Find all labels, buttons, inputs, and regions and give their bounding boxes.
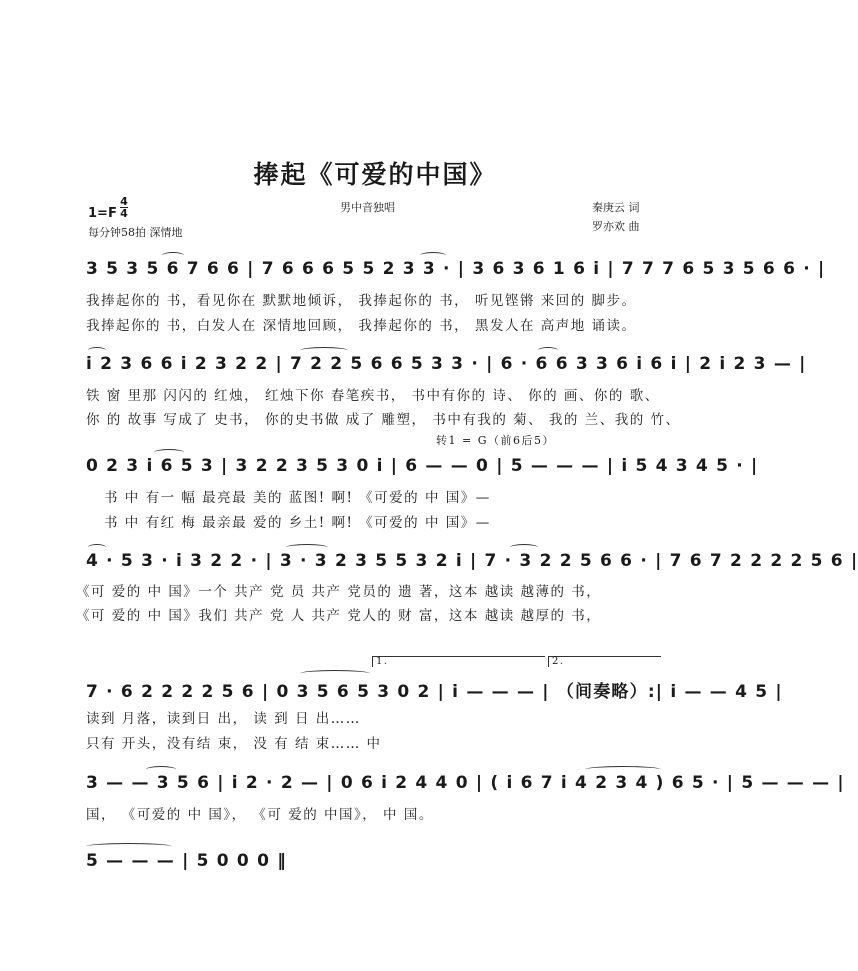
lyricist-credit: 秦庚云 词 (592, 201, 640, 214)
slur (420, 252, 446, 259)
slur (300, 347, 348, 354)
slur (146, 766, 176, 773)
notation-row-4: 4 · 5 3 · i 3 2 2 · | 3 · 3 2 3 5 5 3 2 i | 7 · 3 2 2 5 6 6 · | 7 6 7 2 2 2 2 5 6 | (86, 551, 858, 571)
slur (300, 670, 370, 677)
slur (585, 766, 661, 773)
slur (510, 544, 538, 551)
composer-credit: 罗亦欢 曲 (592, 220, 640, 233)
time-signature (120, 196, 128, 219)
slur (88, 347, 106, 354)
slur (86, 843, 172, 850)
lyrics-row-1-verse-1: 我捧起你的 书，看见你在 默默地倾诉， 我捧起你的 书， 听见铿锵 来回的 脚步。 (86, 293, 637, 309)
slur (286, 544, 328, 551)
time-signature-top: 4 (120, 195, 128, 208)
lyrics-row-4-verse-1: 《可 爱的 中 国》一个 共产 党 员 共产 党员的 遗 著，这本 越读 越薄的 书， (76, 584, 602, 600)
lyrics-row-5-verse-1: 读到 月落，读到日 出， 读 到 日 出…… (86, 711, 361, 727)
lyrics-row-1-verse-2: 我捧起你的 书，白发人在 深情地回顾， 我捧起你的 书， 黑发人在 高声地 诵读。 (86, 318, 637, 334)
volta-label-2: 2. (552, 656, 565, 667)
performance-type: 男中音独唱 (340, 201, 395, 214)
lyrics-row-2-verse-2: 你 的 故事 写成了 史书， 你的史书做 成了 雕塑， 书中有我的 菊、 我的 兰、我的 竹、 (86, 412, 681, 428)
lyrics-row-5-verse-2: 只有 开头，没有结 束， 没 有 结 束…… 中 (86, 736, 382, 752)
notation-row-2: i 2 3 6 6 i 2 3 2 2 | 7 2 2 5 6 6 5 3 3 · | 6 · 6 6 3 3 6 i 6 i | 2 i 2 3 — | (86, 354, 807, 374)
lyrics-row-6: 国， 《可爱的 中 国》， 《可 爱的 中国》， 中 国。 (86, 807, 434, 823)
notation-row-5: 7 · 6 2 2 2 2 5 6 | 0 3 5 6 5 3 0 2 | i — — — | （间奏略）:| i — — 4 5 | (86, 682, 783, 702)
slur (154, 449, 184, 456)
volta-bracket-2 (548, 656, 661, 667)
tempo-marking: 每分钟58拍 深情地 (88, 226, 183, 239)
lyrics-row-2-verse-1: 铁 窗 里那 闪闪的 红烛， 红烛下你 春笔疾书， 书中有你的 诗、 你的 画、你的 歌、 (86, 388, 660, 404)
notation-row-7: 5 — — — | 5 0 0 0 ‖ (86, 851, 287, 871)
lyrics-row-3-verse-1: 书 中 有一 幅 最亮最 美的 蓝图! 啊! 《可爱的 中 国》— (104, 490, 491, 506)
notation-row-3: 0 2 3 i 6 5 3 | 3 2 2 3 5 3 0 i | 6 — — 0 | 5 — — — | i 5 4 3 4 5 · | (86, 456, 759, 476)
song-title: 捧起《可爱的中国》 (253, 160, 497, 189)
modulation-marking: 转1 = G（前6后5） (436, 434, 555, 447)
lyrics-row-4-verse-2: 《可 爱的 中 国》我们 共产 党 人 共产 党人的 财 富，这本 越读 越厚的 书， (76, 608, 602, 624)
slur (88, 544, 106, 551)
slur (162, 252, 184, 259)
volta-bracket-1 (372, 656, 545, 667)
slur (538, 347, 558, 354)
notation-row-1: 3 5 3 5 6 7 6 6 | 7 6 6 6 5 5 2 3 3 · | 3 6 3 6 1 6 i | 7 7 7 6 5 3 5 6 6 · | (86, 259, 826, 279)
notation-row-6: 3 — — 3 5 6 | i 2 · 2 — | 0 6 i 2 4 4 0 | ( i 6 7 i 4 2 3 4 ) 6 5 · | 5 — — — | (86, 773, 845, 793)
time-signature-bottom: 4 (120, 207, 128, 220)
volta-label-1: 1. (376, 656, 389, 667)
key-signature: 1=F (88, 206, 117, 221)
lyrics-row-3-verse-2: 书 中 有红 梅 最亲最 爱的 乡土! 啊! 《可爱的 中 国》— (104, 515, 491, 531)
